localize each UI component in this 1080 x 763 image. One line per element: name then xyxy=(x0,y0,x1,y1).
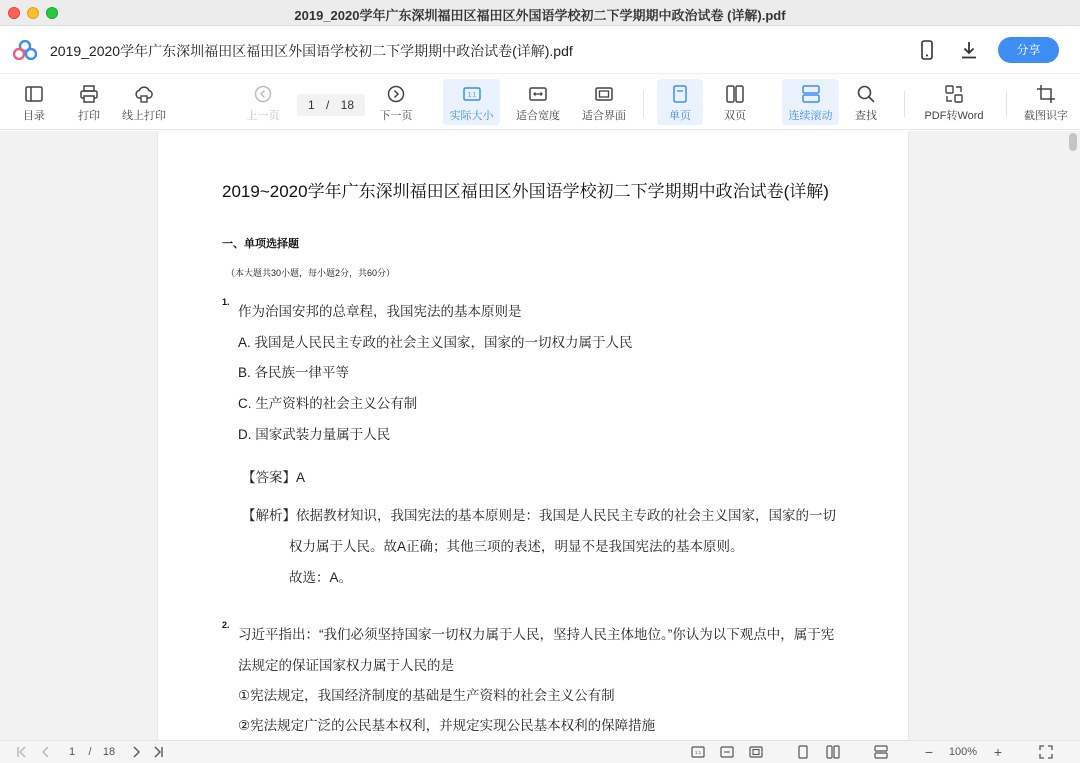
page-current: 1 xyxy=(307,98,315,112)
status-page-total: 18 xyxy=(102,746,116,758)
svg-text:1:1: 1:1 xyxy=(694,750,702,755)
fit-width-label: 适合宽度 xyxy=(516,110,560,122)
fit-width-icon xyxy=(528,84,548,104)
option-d: D. 国家武装力量属于人民 xyxy=(238,427,391,442)
next-page-small-button[interactable] xyxy=(128,744,144,760)
toolbar xyxy=(0,75,1080,130)
ocr-label: 截图识字 xyxy=(1024,110,1068,122)
next-page-button[interactable] xyxy=(376,79,416,125)
actual-size-icon xyxy=(691,745,705,759)
single-page-label: 单页 xyxy=(669,110,691,122)
double-page-small-button[interactable] xyxy=(824,744,842,760)
prev-page-button[interactable] xyxy=(243,79,283,125)
actual-size-icon xyxy=(462,84,482,104)
ocr-button[interactable] xyxy=(1019,79,1073,125)
option-c: C. 生产资料的社会主义公有制 xyxy=(238,396,418,411)
toolbar-divider xyxy=(643,91,644,117)
continuous-scroll-button[interactable] xyxy=(782,79,839,125)
online-print-button[interactable] xyxy=(118,79,170,125)
single-page-icon xyxy=(670,84,690,104)
analysis-line: 故选：A。 xyxy=(289,570,353,585)
fullscreen-button[interactable] xyxy=(1038,744,1054,760)
double-page-button[interactable] xyxy=(713,79,757,125)
section-note: （本大题共30小题，每小题2分，共60分） xyxy=(226,268,396,278)
share-button[interactable]: 分享 xyxy=(998,37,1059,63)
last-page-button[interactable] xyxy=(150,744,166,760)
actual-size-button[interactable] xyxy=(443,79,500,125)
toc-label: 目录 xyxy=(23,110,45,122)
statement-item: ①宪法规定，我国经济制度的基础是生产资料的社会主义公有制 xyxy=(238,688,615,703)
status-page-separator: / xyxy=(88,746,92,758)
svg-text:1:1: 1:1 xyxy=(467,92,476,99)
single-page-small-button[interactable] xyxy=(795,744,811,760)
actual-size-small-button[interactable] xyxy=(689,744,707,760)
page-total: 18 xyxy=(340,98,355,112)
document-viewport[interactable] xyxy=(0,131,1080,740)
zoom-in-button[interactable]: + xyxy=(993,744,1003,760)
single-page-button[interactable] xyxy=(657,79,703,125)
app-logo xyxy=(13,40,37,60)
mobile-icon[interactable] xyxy=(916,39,938,61)
page-number-input[interactable] xyxy=(297,94,365,116)
first-page-button[interactable] xyxy=(14,744,30,760)
online-print-label: 线上打印 xyxy=(122,110,166,122)
scroll-thumb[interactable] xyxy=(1069,133,1077,151)
pdf-to-word-label: PDF转Word xyxy=(924,110,984,122)
print-label: 打印 xyxy=(78,110,100,122)
option-b: B. 各民族一律平等 xyxy=(238,365,350,380)
chevron-left-icon xyxy=(39,745,53,759)
statement-item: ②宪法规定广泛的公民基本权利，并规定实现公民基本权利的保障措施 xyxy=(238,718,656,733)
pdf-page xyxy=(157,131,909,740)
continuous-scroll-small-button[interactable] xyxy=(872,744,890,760)
fit-page-label: 适合界面 xyxy=(582,110,626,122)
pdf-to-word-button[interactable] xyxy=(918,79,990,125)
fit-page-icon xyxy=(749,745,763,759)
print-button[interactable] xyxy=(69,79,109,125)
continuous-scroll-label: 连续滚动 xyxy=(788,110,833,122)
option-a: A. 我国是人民民主专政的社会主义国家，国家的一切权力属于人民 xyxy=(238,335,633,350)
status-page-current[interactable]: 1 xyxy=(68,746,76,758)
prev-page-small-button[interactable] xyxy=(38,744,54,760)
last-page-icon xyxy=(151,745,165,759)
chevron-right-circle-icon xyxy=(386,84,406,104)
cloud-print-icon xyxy=(134,84,154,104)
actual-size-label: 实际大小 xyxy=(449,110,494,122)
section-heading: 一、单项选择题 xyxy=(222,238,299,250)
zoom-out-button[interactable]: − xyxy=(924,744,934,760)
zoom-level[interactable]: 100% xyxy=(948,746,978,758)
fit-page-icon xyxy=(594,84,614,104)
convert-icon xyxy=(944,84,964,104)
page-separator: / xyxy=(325,98,330,112)
vertical-scrollbar[interactable] xyxy=(1068,131,1078,740)
continuous-scroll-icon xyxy=(874,745,888,759)
page-title: 2019~2020学年广东深圳福田区福田区外国语学校初二下学期期中政治试卷(详解) xyxy=(222,182,829,201)
toc-icon xyxy=(24,84,44,104)
double-page-label: 双页 xyxy=(724,110,746,122)
fit-page-small-button[interactable] xyxy=(747,744,765,760)
fit-page-button[interactable] xyxy=(578,79,630,125)
question-number: 1. xyxy=(222,297,230,307)
title-bar xyxy=(0,0,1080,26)
document-header xyxy=(0,26,1080,74)
double-page-icon xyxy=(826,745,840,759)
download-icon[interactable] xyxy=(958,39,980,61)
fit-width-small-button[interactable] xyxy=(718,744,736,760)
toolbar-divider xyxy=(904,91,905,117)
search-label: 查找 xyxy=(855,110,877,122)
question-stem: 法规定的保证国家权力属于人民的是 xyxy=(238,658,454,673)
fit-width-icon xyxy=(720,745,734,759)
next-page-label: 下一页 xyxy=(379,110,413,122)
fit-width-button[interactable] xyxy=(512,79,564,125)
window-title: 2019_2020学年广东深圳福田区福田区外国语学校初二下学期期中政治试卷 (详解).pdf xyxy=(294,8,786,23)
toolbar-divider xyxy=(1006,91,1007,117)
analysis-line: 权力属于人民。故A正确；其他三项的表述，明显不是我国宪法的基本原则。 xyxy=(289,539,744,554)
double-page-icon xyxy=(725,84,745,104)
first-page-icon xyxy=(15,745,29,759)
analysis-line: 【解析】依据教材知识，我国宪法的基本原则是：我国是人民民主专政的社会主义国家，国家的一切 xyxy=(242,508,836,523)
printer-icon xyxy=(79,84,99,104)
document-title: 2019_2020学年广东深圳福田区福田区外国语学校初二下学期期中政治试卷(详解).pdf xyxy=(50,43,573,59)
status-bar xyxy=(0,740,1080,763)
search-icon xyxy=(856,84,876,104)
chevron-right-icon xyxy=(129,745,143,759)
chevron-left-circle-icon xyxy=(253,84,273,104)
prev-page-label: 上一页 xyxy=(246,110,280,122)
single-page-icon xyxy=(796,745,810,759)
search-button[interactable] xyxy=(846,79,886,125)
question-stem: 习近平指出：“我们必须坚持国家一切权力属于人民，坚持人民主体地位。”你认为以下观点中，属于宪 xyxy=(238,627,835,642)
continuous-scroll-icon xyxy=(801,84,821,104)
question-number: 2. xyxy=(222,620,230,630)
toc-button[interactable] xyxy=(14,79,54,125)
fullscreen-icon xyxy=(1039,745,1053,759)
answer-text: 【答案】A xyxy=(242,470,306,485)
question-stem: 作为治国安邦的总章程，我国宪法的基本原则是 xyxy=(238,304,522,319)
crop-icon xyxy=(1036,84,1056,104)
